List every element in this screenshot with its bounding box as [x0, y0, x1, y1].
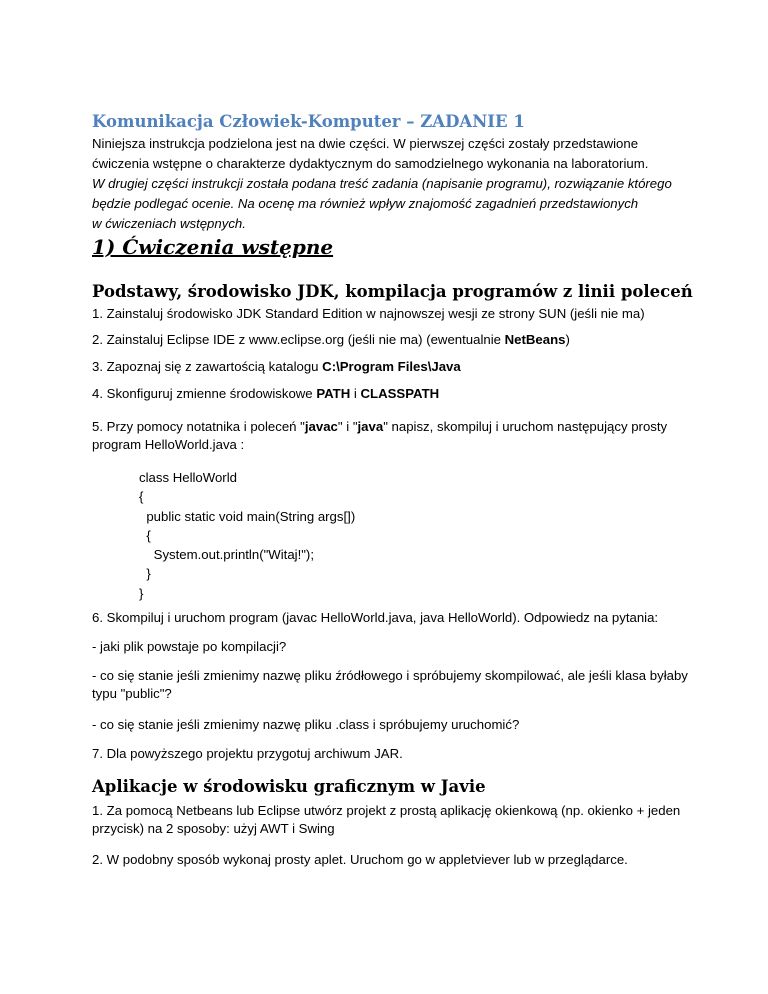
question-2: - co się stanie jeśli zmienimy nazwę pliku źródłowego i spróbujemy skompilować, ale jeśli klasa byłaby typu "public"? — [92, 668, 688, 701]
intro-italic-line: W drugiej części instrukcji została podana treść zadania (napisanie programu), rozwiązanie którego — [92, 176, 672, 191]
section-heading-exercises: 1) Ćwiczenia wstępne — [92, 235, 334, 259]
subsection-heading-gui: Aplikacje w środowisku graficznym w Javie — [92, 777, 486, 796]
intro-italic-line: w ćwiczeniach wstępnych. — [92, 216, 246, 231]
gui-item-1: 1. Za pomocą Netbeans lub Eclipse utwórz projekt z prostą aplikację okienkową (np. okienko + jeden przycisk) na 2 sposoby: użyj AWT i Swing — [92, 803, 681, 836]
code-line: System.out.println("Witaj!"); — [139, 547, 314, 563]
gui-item-2: 2. W podobny sposób wykonaj prosty aplet. Uruchom go w appletviever lub w przeglądarce. — [92, 852, 628, 867]
intro-line: Niniejsza instrukcja podzielona jest na dwie części. W pierwszej części zostały przedstawione — [92, 136, 639, 151]
list-item-7: 7. Dla powyższego projektu przygotuj archiwum JAR. — [92, 746, 403, 761]
list-item-6: 6. Skompiluj i uruchom program (javac HelloWorld.java, java HelloWorld). Odpowiedz na pytania: — [92, 610, 659, 625]
list-item-3: 3. Zapoznaj się z zawartością katalogu C:\Program Files\Java — [92, 359, 461, 374]
code-block — [139, 468, 355, 603]
code-line: { — [139, 527, 151, 543]
subsection-heading-jdk: Podstawy, środowisko JDK, kompilacja programów z linii poleceń — [92, 282, 693, 301]
question-1: - jaki plik powstaje po kompilacji? — [92, 639, 287, 654]
code-line: } — [139, 585, 144, 601]
list-item-2: 2. Zainstaluj Eclipse IDE z www.eclipse.org (jeśli nie ma) (ewentualnie NetBeans) — [92, 332, 570, 347]
code-line: } — [139, 566, 151, 582]
code-line: public static void main(String args[]) — [139, 508, 356, 524]
intro-paragraph — [92, 134, 732, 234]
list-item-4: 4. Skonfiguruj zmienne środowiskowe PATH i CLASSPATH — [92, 386, 440, 401]
intro-italic-line: będzie podlegać ocenie. Na ocenę ma również wpływ znajomość zagadnień przedstawionych — [92, 196, 639, 211]
code-line: class HelloWorld — [139, 470, 237, 485]
code-line: { — [139, 489, 144, 505]
list-item-5: 5. Przy pomocy notatnika i poleceń "javac" i "java" napisz, skompiluj i uruchom następujący prosty program HelloWorld.java : — [92, 419, 668, 452]
intro-line: ćwiczenia wstępne o charakterze dydaktycznym do samodzielnego wykonania na laboratorium. — [92, 156, 649, 171]
question-3: - co się stanie jeśli zmienimy nazwę pliku .class i spróbujemy uruchomić? — [92, 717, 520, 732]
document-title: Komunikacja Człowiek-Komputer – ZADANIE 1 — [92, 112, 525, 131]
list-item-1: 1. Zainstaluj środowisko JDK Standard Edition w najnowszej wesji ze strony SUN (jeśli nie ma) — [92, 306, 645, 321]
